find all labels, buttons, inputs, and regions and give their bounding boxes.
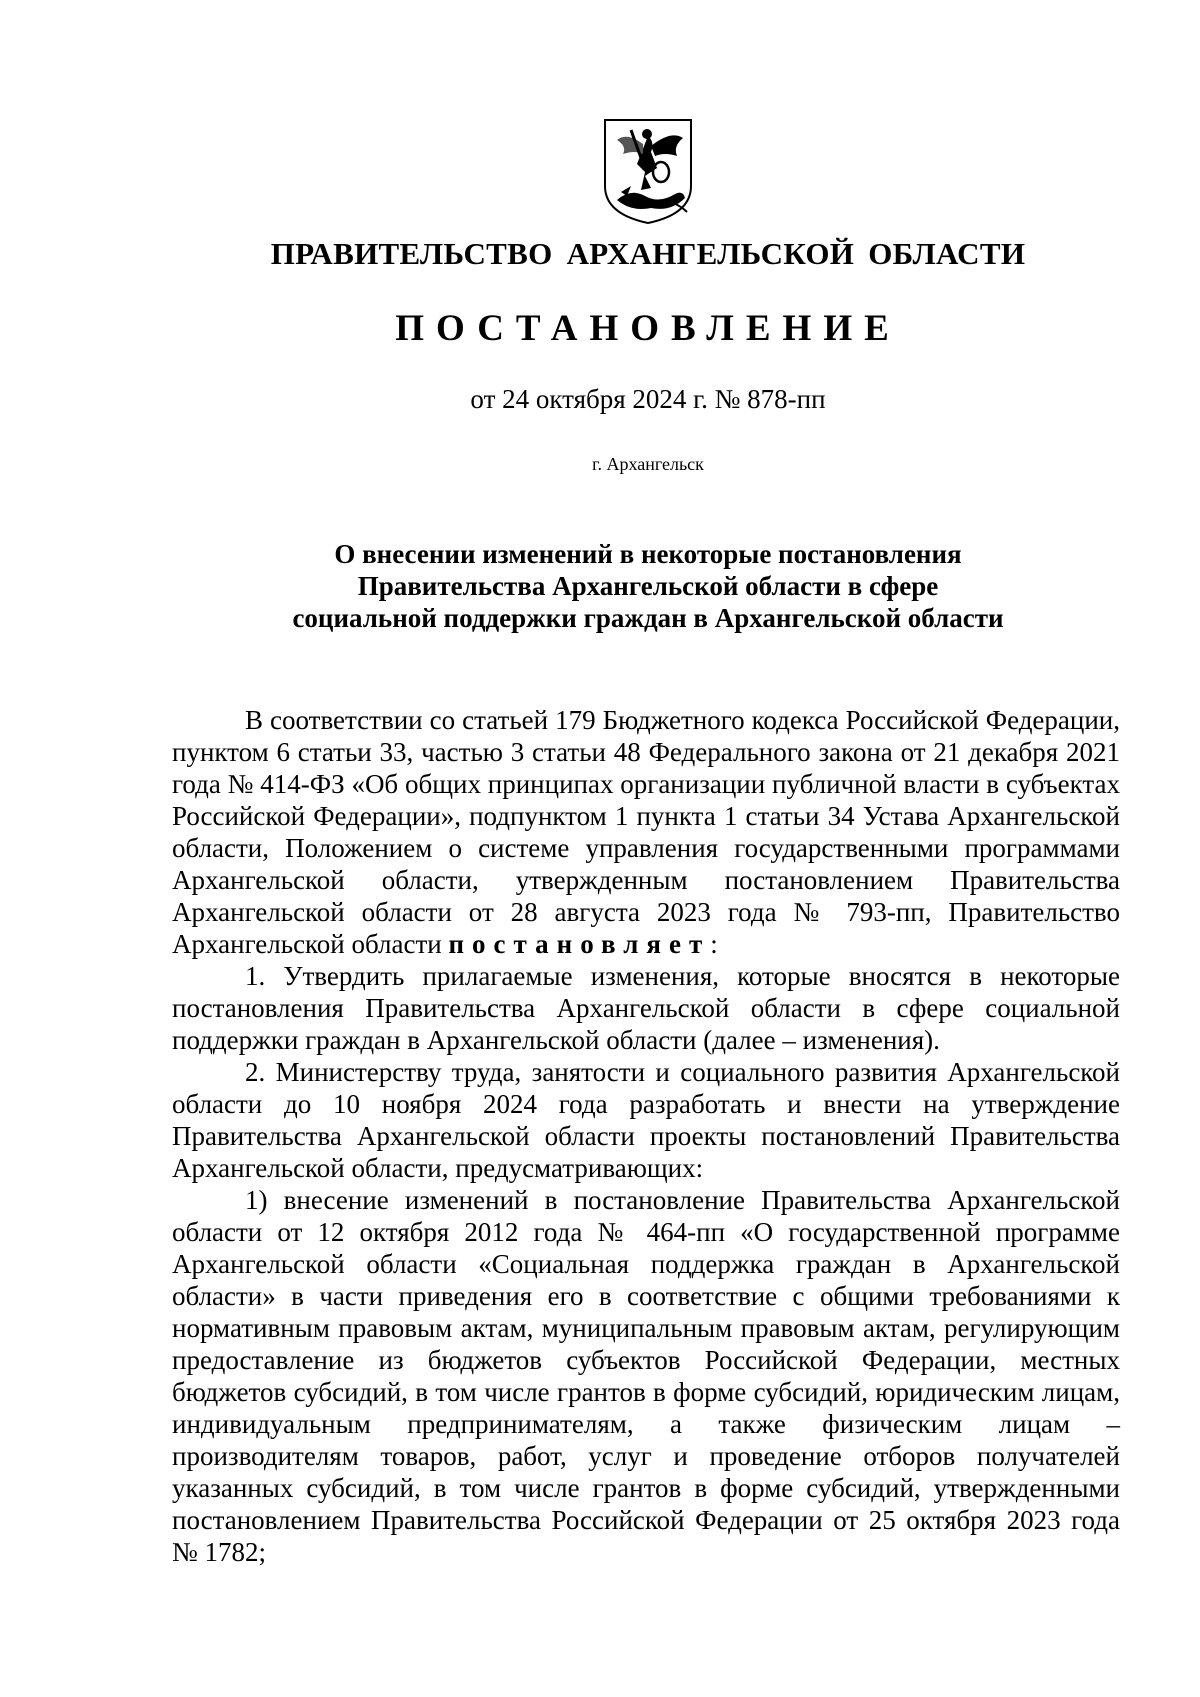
item-2-paragraph: 2. Министерству труда, занятости и социального развития Архангельской области до 10 ноября 2024 года разработать и внести на утверждение Правительства Архангельской области проекты постановлений Правительства Архангельской области, предусматривающих: <box>172 1057 1120 1183</box>
document-city: г. Архангельск <box>592 454 704 474</box>
arkhangelsk-coat-of-arms-icon <box>601 116 695 226</box>
organization-name: ПРАВИТЕЛЬСТВО АРХАНГЕЛЬСКОЙ ОБЛАСТИ <box>270 236 1026 271</box>
document-title-line-2: Правительства Архангельской области в сфере <box>357 571 939 601</box>
item-2-1-paragraph: 1) внесение изменений в постановление Правительства Архангельской области от 12 октября 2012 года № 464-пп «О государственной программе Архангельской области «Социальная поддержка граждан в Архангельской области» в части приведения его в соответствие с общими требованиями к нормативным правовым актам, муниципальным правовым актам, регулирующим предоставление из бюджетов субъектов Российской Федерации, местных бюджетов субсидий, в том числе грантов в форме субсидий, юридическим лицам, индивидуальным предпринимателям, а также физическим лицам – производителям товаров, работ, услуг и проведение отборов получателей указанных субсидий, в том числе грантов в форме субсидий, утвержденными постановлением Правительства Российской Федерации от 25 октября 2023 года № 1782; <box>172 1185 1120 1567</box>
document-title-line-1: О внесении изменений в некоторые постановления <box>334 539 962 569</box>
item-1-paragraph: 1. Утвердить прилагаемые изменения, которые вносятся в некоторые постановления Правительства Архангельской области в сфере социальной поддержки граждан в Архангельской области (далее – изменения). <box>172 961 1120 1055</box>
document-date-number: от 24 октября 2024 г. № 878-пп <box>470 384 826 414</box>
document-body <box>172 704 1120 1568</box>
decree-word: постановляет <box>448 929 711 959</box>
preamble-text: В соответствии со статьей 179 Бюджетного кодекса Российской Федерации, пунктом 6 статьи 33, частью 3 статьи 48 Федерального закона от 21 декабря 2021 года № 414-ФЗ «Об общих принципах организации публичной власти в субъектах Российской Федерации», подпунктом 1 пункта 1 статьи 34 Устава Архангельской области, Положением о системе управления государственными программами Архангельской области, утвержденным постановлением Правительства Архангельской области от 28 августа 2023 года № 793-пп, Правительство Архангельской области <box>172 705 1120 959</box>
document-type: ПОСТАНОВЛЕНИЕ <box>395 308 901 349</box>
document-title-line-3: социальной поддержки граждан в Архангельской области <box>292 603 1004 633</box>
decree-colon: : <box>710 929 718 959</box>
preamble-paragraph <box>172 704 1120 960</box>
document-title <box>0 538 1200 634</box>
